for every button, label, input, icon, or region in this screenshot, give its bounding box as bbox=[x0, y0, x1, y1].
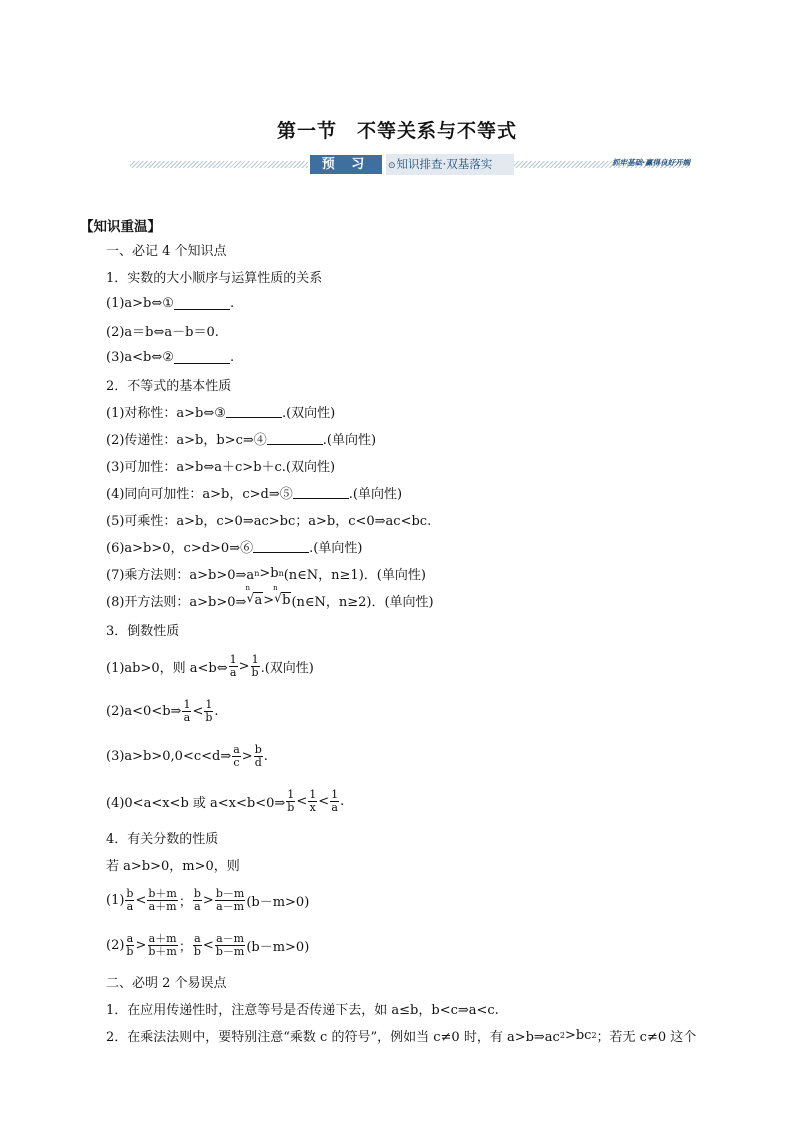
item-suffix: . bbox=[214, 704, 219, 719]
item-suffix: (b－m>0) bbox=[246, 940, 310, 955]
item-suffix: . bbox=[229, 350, 235, 365]
denominator: a－m bbox=[216, 900, 245, 913]
numerator: a＋m bbox=[148, 932, 177, 945]
list-item bbox=[80, 290, 720, 317]
operator: < bbox=[318, 794, 330, 809]
item-suffix: . bbox=[229, 296, 235, 311]
denominator: a＋m bbox=[148, 900, 177, 913]
numerator: 1 bbox=[205, 698, 213, 711]
list-item bbox=[80, 1022, 720, 1049]
denominator: b bbox=[287, 801, 295, 814]
bullet-icon: ⊙ bbox=[388, 161, 396, 171]
answer-blank bbox=[174, 351, 230, 364]
fraction bbox=[330, 789, 339, 814]
item-text: (2)传递性：a>b，b>c⇒④ bbox=[106, 433, 267, 448]
radical-icon: √ bbox=[274, 591, 282, 605]
root-index: n bbox=[245, 584, 250, 592]
radical-a bbox=[245, 584, 263, 608]
item-text: (2)a<0<b⇒ bbox=[106, 704, 182, 719]
numerator: b＋m bbox=[148, 887, 177, 900]
banner-label: 预 习 bbox=[310, 155, 382, 174]
numerator: 1 bbox=[287, 788, 295, 801]
fraction bbox=[193, 933, 202, 958]
numerator: 1 bbox=[183, 698, 191, 711]
numerator: 1 bbox=[331, 788, 339, 801]
list-item bbox=[80, 779, 720, 824]
list-item: (3)可加性：a>b⇔a＋c>b＋c.(双向性) bbox=[106, 460, 336, 475]
operator: < bbox=[192, 704, 204, 719]
item-suffix: .(单向性) bbox=[348, 487, 403, 502]
fraction bbox=[125, 888, 134, 913]
numerator: 1 bbox=[251, 653, 259, 666]
fraction bbox=[286, 789, 295, 814]
root-index: n bbox=[273, 584, 278, 592]
fraction bbox=[254, 744, 263, 769]
list-item bbox=[80, 644, 720, 689]
section-banner bbox=[130, 154, 690, 176]
fraction bbox=[215, 888, 245, 913]
item-suffix: .(双向性) bbox=[281, 406, 336, 421]
item-suffix: .(单向性) bbox=[322, 433, 377, 448]
item-text: (1)a>b⇔① bbox=[106, 296, 174, 311]
exponent: 2 bbox=[591, 1031, 597, 1040]
list-item-power-rule bbox=[80, 560, 720, 587]
fraction bbox=[229, 654, 238, 679]
fraction bbox=[147, 888, 177, 913]
denominator: b bbox=[193, 945, 201, 958]
topic1-title: 1．实数的大小顺序与运算性质的关系 bbox=[106, 271, 323, 286]
part2-heading: 二、必明 2 个易误点 bbox=[106, 976, 227, 991]
item-text: 2．在乘法法则中，要特别注意“乘数 c 的符号”，例如当 c≠0 时，有 a>b⇒ac bbox=[106, 1030, 560, 1045]
numerator: 1 bbox=[309, 788, 317, 801]
denominator: c bbox=[233, 756, 240, 769]
item-text: (3)a>b>0,0<c<d⇒ bbox=[106, 749, 232, 764]
denominator: a bbox=[229, 666, 237, 679]
item-text: (8)开方法则：a>b>0⇒ bbox=[106, 595, 247, 610]
item-text: (2) bbox=[106, 938, 125, 953]
separator: ； bbox=[178, 895, 192, 910]
list-item bbox=[80, 878, 720, 923]
operator: > bbox=[135, 938, 147, 953]
numerator: a bbox=[126, 932, 134, 945]
radical-b bbox=[273, 584, 291, 608]
fraction bbox=[125, 933, 134, 958]
denominator: a bbox=[183, 711, 191, 724]
numerator: a bbox=[233, 743, 240, 756]
list-item bbox=[80, 479, 720, 506]
numerator: b bbox=[193, 887, 201, 900]
banner-hatch-left bbox=[130, 161, 308, 168]
banner-subtitle: 知识排查·双基落实 bbox=[396, 157, 493, 171]
fraction bbox=[232, 744, 241, 769]
list-item bbox=[80, 734, 720, 779]
topic4-title: 4．有关分数的性质 bbox=[106, 832, 219, 847]
fraction bbox=[147, 933, 177, 958]
denominator: b bbox=[126, 945, 134, 958]
page-title: 第一节 不等关系与不等式 bbox=[276, 120, 517, 142]
item-text: (7)乘方法则：a>b>0⇒a bbox=[106, 568, 255, 583]
fraction bbox=[215, 933, 245, 958]
numerator: b bbox=[254, 743, 262, 756]
denominator: a bbox=[194, 900, 201, 913]
item-suffix: . bbox=[263, 749, 268, 764]
operator: > bbox=[241, 749, 253, 764]
exponent: n bbox=[254, 569, 260, 578]
item-suffix: . bbox=[340, 794, 345, 809]
denominator: b＋m bbox=[148, 945, 177, 958]
exponent: n bbox=[278, 569, 284, 578]
numerator: a－m bbox=[216, 932, 245, 945]
operator: < bbox=[296, 794, 308, 809]
item-text: (1) bbox=[106, 893, 125, 908]
fraction bbox=[308, 789, 317, 814]
item-suffix: (b－m>0) bbox=[246, 895, 310, 910]
denominator: a bbox=[126, 900, 134, 913]
radicand: a bbox=[254, 593, 263, 608]
item-text: >b bbox=[259, 566, 279, 581]
document-body bbox=[80, 214, 720, 1049]
denominator: b－m bbox=[215, 945, 245, 958]
fraction bbox=[182, 699, 191, 724]
topic3-title: 3．倒数性质 bbox=[106, 623, 180, 639]
denominator: a bbox=[331, 801, 338, 814]
item-suffix: (n∈N，n≥2)．(单向性) bbox=[291, 595, 434, 610]
banner-subtitle-box bbox=[386, 154, 514, 175]
topic2-title: 2．不等式的基本性质 bbox=[106, 379, 232, 394]
banner-slogan: 抓牢基础·赢得良好开端 bbox=[612, 158, 690, 167]
item-text: (4)0<a<x<b 或 a<x<b<0⇒ bbox=[106, 796, 286, 811]
section-heading: 【知识重温】 bbox=[80, 219, 161, 235]
item-text: >bc bbox=[564, 1028, 592, 1043]
numerator: a bbox=[194, 932, 201, 945]
operator: < bbox=[202, 938, 214, 953]
answer-blank bbox=[293, 486, 349, 499]
numerator: 1 bbox=[229, 653, 237, 666]
answer-blank bbox=[226, 405, 282, 418]
answer-blank bbox=[267, 432, 323, 445]
list-item bbox=[80, 398, 720, 425]
operator: < bbox=[135, 893, 147, 908]
list-item: 1．在应用传递性时，注意等号是否传递下去，如 a≤b，b<c⇒a<c. bbox=[106, 1003, 499, 1018]
list-item-root-rule bbox=[80, 584, 720, 614]
denominator: d bbox=[254, 756, 262, 769]
fraction bbox=[251, 654, 260, 679]
item-suffix: (n∈N，n≥1)．(单向性) bbox=[283, 568, 426, 583]
item-suffix: .(单向性) bbox=[309, 541, 363, 556]
item-text: (6)a>b>0，c>d>0⇒⑥ bbox=[106, 541, 254, 556]
fraction bbox=[204, 699, 213, 724]
fraction bbox=[193, 888, 202, 913]
list-item bbox=[80, 533, 720, 560]
operator: > bbox=[238, 659, 250, 674]
part1-heading: 一、必记 4 个知识点 bbox=[106, 244, 227, 259]
list-item bbox=[80, 344, 720, 371]
separator: ； bbox=[178, 940, 192, 955]
list-item bbox=[80, 425, 720, 452]
exponent: 2 bbox=[559, 1031, 565, 1040]
list-item bbox=[80, 689, 720, 734]
topic4-condition: 若 a>b>0，m>0，则 bbox=[106, 859, 240, 874]
numerator: b－m bbox=[215, 887, 245, 900]
denominator: x bbox=[309, 801, 316, 814]
operator: > bbox=[202, 893, 214, 908]
list-item: (2)a＝b⇔a－b＝0. bbox=[106, 325, 219, 340]
item-text: (3)a<b⇔② bbox=[106, 350, 174, 365]
item-text: (4)同向可加性：a>b，c>d⇒⑤ bbox=[106, 487, 293, 502]
radical-icon: √ bbox=[246, 591, 255, 605]
item-text: (1)ab>0，则 a<b⇔ bbox=[106, 661, 228, 676]
denominator: b bbox=[251, 666, 259, 679]
item-suffix: ；若无 c≠0 这个 bbox=[596, 1030, 697, 1045]
numerator: b bbox=[126, 887, 134, 900]
list-item: (5)可乘性：a>b，c>0⇒ac>bc；a>b，c<0⇒ac<bc. bbox=[106, 514, 432, 529]
item-suffix: .(双向性) bbox=[260, 661, 314, 676]
radicand: b bbox=[282, 593, 291, 608]
answer-blank bbox=[174, 297, 230, 310]
denominator: b bbox=[205, 711, 213, 724]
answer-blank bbox=[253, 540, 309, 553]
list-item bbox=[80, 923, 720, 968]
item-text: (1)对称性：a>b⇔③ bbox=[106, 406, 226, 421]
operator: > bbox=[263, 593, 275, 608]
